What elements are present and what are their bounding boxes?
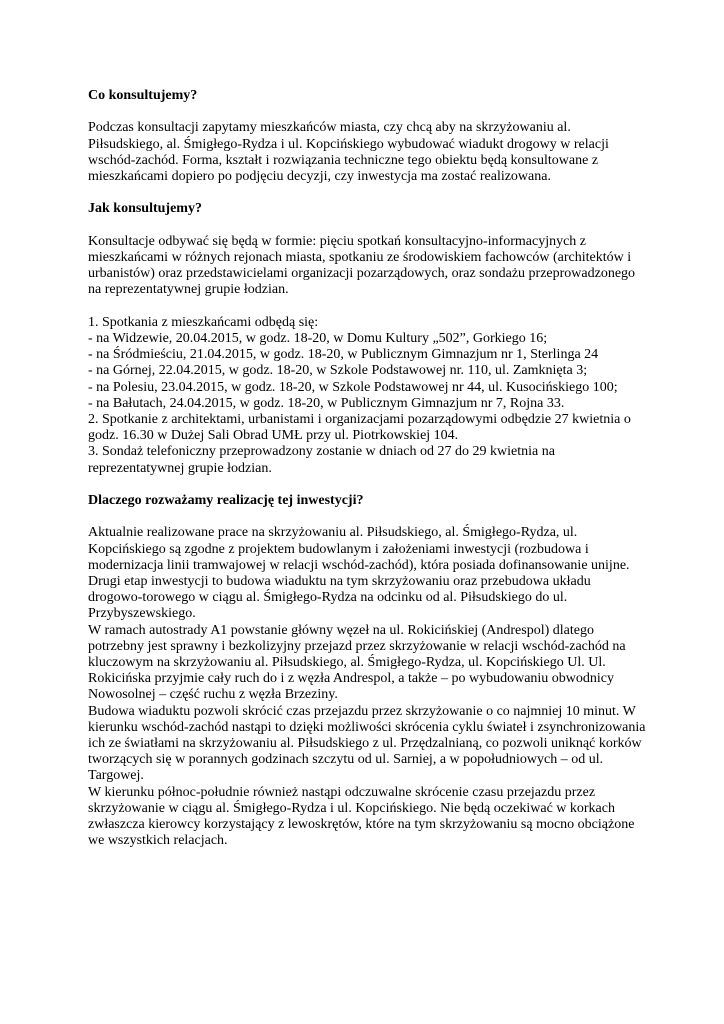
heading-dlaczego: Dlaczego rozważamy realizację tej inwestycji? xyxy=(88,493,364,508)
list-item: - na Śródmieściu, 21.04.2015, w godz. 18-20, w Publicznym Gimnazjum nr 1, Sterlinga 24 xyxy=(88,347,599,363)
paragraph-jak-konsultujemy: Konsultacje odbywać się będą w formie: pięciu spotkań konsultacyjno-informacyjnych z mieszkańcami w różnych rejonach miasta, spotkaniu ze środowiskiem fachowców (architektów i urbanistów) oraz przedstawicielami organizacji pozarządowych, oraz sondażu przeprowadzonego na reprezentatywnej grupie łodzian. xyxy=(88,233,636,298)
list-item: - na Górnej, 22.04.2015, w godz. 18-20, w Szkole Podstawowej nr. 110, ul. Zamknięta 3; xyxy=(88,363,588,379)
spacer xyxy=(88,299,648,315)
paragraph-dlaczego: Budowa wiaduktu pozwoli skrócić czas przejazdu przez skrzyżowanie o co najmniej 10 minut. W kierunku wschód-zachód nastąpi to dzięki możliwości skrócenia cyklu świateł i zsynchronizowania ich ze światłami na skrzyżowaniu al. Piłsudskiego z ul. Przędzalnianą, co pozwoli uniknąć korków tworzących się w porannych godzinach szczytu od ul. Sarniej, a w popołudniowych – od ul. Targowej. xyxy=(88,703,646,784)
paragraph-dlaczego: W ramach autostrady A1 powstanie główny węzeł na ul. Rokicińskiej (Andrespol) dlatego potrzebny jest sprawny i bezkolizyjny przejazd przez skrzyżowanie w relacji wschód-zachód na kluczowym na skrzyżowaniu al. Piłsudskiego, al. Śmigłego-Rydza, ul. Kopcińskiego Ul. Ul. Rokicińska przyjmie cały ruch do i z węzła Andrespol, a także – po wybudowaniu obwodnicy Nowosolnej – część ruchu z węzła Brzeziny. xyxy=(88,622,626,703)
paragraph-dlaczego: Aktualnie realizowane prace na skrzyżowaniu al. Piłsudskiego, al. Śmigłego-Rydza, ul. Kopcińskiego są zgodne z projektem budowlanym i założeniami inwestycji (rozbudowa i modernizacja linii tramwajowej w relacji wschód-zachód), która posiada dofinansowanie unijne. xyxy=(88,525,630,573)
paragraph-dlaczego: Drugi etap inwestycji to budowa wiaduktu na tym skrzyżowaniu oraz przebudowa układu drogowo-torowego w ciągu al. Śmigłego-Rydza na odcinku od al. Piłsudskiego do ul. Przybyszewskiego. xyxy=(88,574,591,622)
heading-co-konsultujemy: Co konsultujemy? xyxy=(88,88,198,103)
list-item: - na Bałutach, 24.04.2015, w godz. 18-20, w Publicznym Gimnazjum nr 7, Rojna 33. xyxy=(88,395,565,411)
list-item: 1. Spotkania z mieszkańcami odbędą się: xyxy=(88,314,319,330)
spacer xyxy=(88,477,648,493)
list-item: - na Widzewie, 20.04.2015, w godz. 18-20, w Domu Kultury „502”, Gorkiego 16; xyxy=(88,330,548,346)
spacer xyxy=(88,185,648,201)
heading-jak-konsultujemy: Jak konsultujemy? xyxy=(88,201,202,217)
list-item: - na Polesiu, 23.04.2015, w godz. 18-20, w Szkole Podstawowej nr 44, ul. Kusocińskiego 100; xyxy=(88,379,618,395)
spacer xyxy=(88,104,648,120)
list-item: 2. Spotkanie z architektami, urbanistami i organizacjami pozarządowymi odbędzie 27 kwietnia o godz. 16.30 w Dużej Sali Obrad UMŁ przy ul. Piotrkowskiej 104. xyxy=(88,412,631,444)
spacer xyxy=(88,509,648,525)
spacer xyxy=(88,218,648,234)
paragraph-co-konsultujemy: Podczas konsultacji zapytamy mieszkańców miasta, czy chcą aby na skrzyżowaniu al. Piłsudskiego, al. Śmigłego-Rydza i ul. Kopcińskiego wybudować wiadukt drogowy w relacji wschód-zachód. Forma, kształt i rozwiązania techniczne tego obiektu będą konsultowane z mieszkańcami dopiero po podjęciu decyzji, czy inwestycja ma zostać realizowana. xyxy=(88,120,609,184)
paragraph-dlaczego: W kierunku północ-południe również nastąpi odczuwalne skrócenie czasu przejazdu przez skrzyżowanie w ciągu al. Śmigłego-Rydza i ul. Kopcińskiego. Nie będą oczekiwać w korkach zwłaszcza kierowcy korzystający z lewoskrętów, które na tym skrzyżowaniu są mocno obciążone we wszystkich relacjach. xyxy=(88,784,635,849)
meetings-list xyxy=(88,315,648,477)
document-page xyxy=(88,88,648,849)
list-item: 3. Sondaż telefoniczny przeprowadzony zostanie w dniach od 27 do 29 kwietnia na reprezentatywnej grupie łodzian. xyxy=(88,444,555,476)
